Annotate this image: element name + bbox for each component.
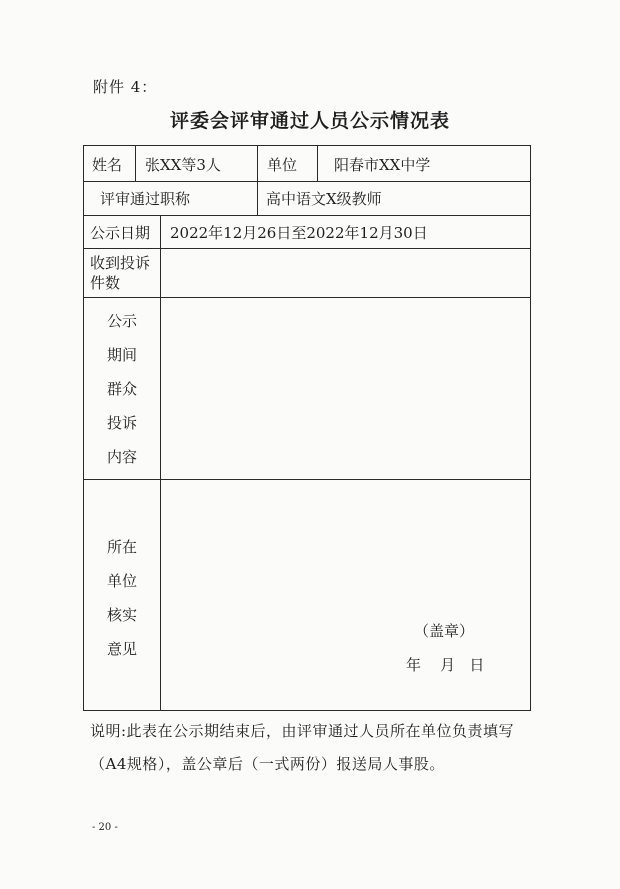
- unit-value: 阳春市XX中学: [334, 156, 431, 174]
- col-divider: [317, 146, 318, 181]
- date-blank: 年 月 日: [406, 656, 485, 674]
- title-label: 评审通过职称: [100, 190, 191, 208]
- seal-placeholder: （盖章）: [414, 622, 475, 640]
- row-divider: [84, 297, 530, 298]
- publicity-form-table: [83, 145, 531, 711]
- complaints-content-label: 公示 期间 群众 投诉 内容: [107, 312, 138, 466]
- note-line-2: （A4规格），盖公章后（一式两份）报送局人事股。: [90, 755, 445, 773]
- col-divider: [257, 146, 258, 215]
- col-divider: [135, 146, 136, 181]
- row-divider: [84, 181, 530, 182]
- complaints-count-label-1: 收到投诉: [90, 254, 151, 272]
- unit-label: 单位: [267, 156, 298, 174]
- date-value: 2022年12月26日至2022年12月30日: [170, 224, 428, 242]
- form-title: 评委会评审通过人员公示情况表: [169, 110, 450, 132]
- col-divider: [160, 215, 161, 711]
- note-line-1: 说明:此表在公示期结束后，由评审通过人员所在单位负责填写: [90, 722, 515, 740]
- date-label: 公示日期: [90, 224, 151, 242]
- complaints-count-label-2: 件数: [90, 274, 121, 292]
- row-divider: [84, 248, 530, 249]
- row-divider: [84, 215, 530, 216]
- verification-label: 所在 单位 核实 意见: [107, 538, 138, 658]
- name-label: 姓名: [92, 156, 123, 174]
- name-value: 张XX等3人: [145, 156, 221, 174]
- title-value: 高中语文X级教师: [266, 190, 382, 208]
- page-number: - 20 -: [92, 822, 118, 833]
- row-divider: [84, 479, 530, 480]
- attachment-label: 附件 4：: [93, 78, 158, 96]
